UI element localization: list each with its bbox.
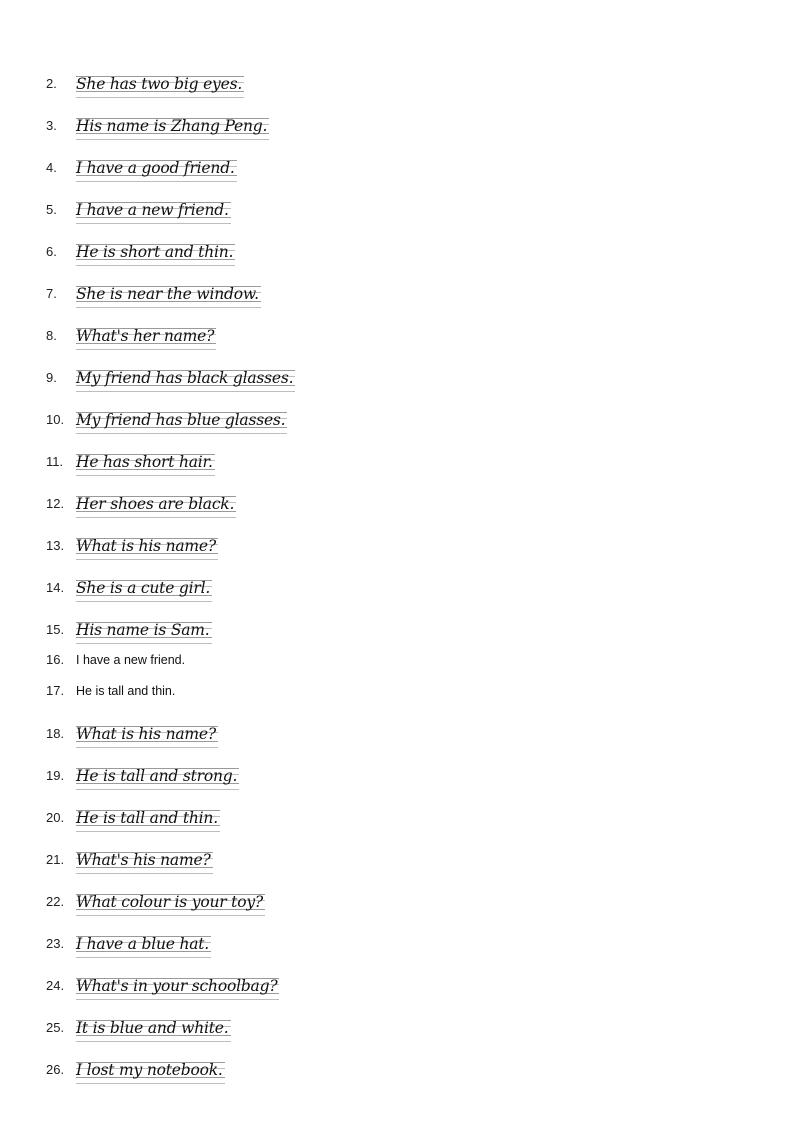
sentence-number: 6. — [46, 244, 57, 259]
handwritten-sentence: I lost my notebook. — [76, 1062, 225, 1084]
sentence-number: 7. — [46, 286, 57, 301]
handwritten-sentence: My friend has blue glasses. — [76, 412, 287, 434]
sentence-number: 2. — [46, 76, 57, 91]
sentence-row — [46, 434, 746, 476]
sentence-number: 25. — [46, 1020, 65, 1035]
sentence-row — [46, 266, 746, 308]
sentence-row — [46, 602, 746, 644]
sentence-row — [46, 308, 746, 350]
sentence-number: 24. — [46, 978, 65, 993]
sentence-text: I have a new friend. — [76, 652, 186, 667]
sentence-row — [46, 560, 746, 602]
handwritten-sentence: She is a cute girl. — [76, 580, 212, 602]
sentence-number: 4. — [46, 160, 57, 175]
sentence-row — [46, 140, 746, 182]
sentence-row — [46, 706, 746, 748]
sentence-row — [46, 1000, 746, 1042]
sentence-number: 8. — [46, 328, 57, 343]
sentence-row — [46, 748, 746, 790]
handwritten-sentence: He has short hair. — [76, 454, 215, 476]
handwritten-sentence: His name is Zhang Peng. — [76, 118, 269, 140]
sentence-number: 5. — [46, 202, 57, 217]
sentence-number: 22. — [46, 894, 65, 909]
sentence-row — [46, 675, 746, 706]
sentence-row — [46, 832, 746, 874]
sentence-row — [46, 56, 746, 98]
sentence-number: 23. — [46, 936, 65, 951]
sentence-number: 18. — [46, 726, 65, 741]
handwritten-sentence: I have a good friend. — [76, 160, 237, 182]
sentence-list — [46, 56, 746, 1084]
sentence-row — [46, 350, 746, 392]
sentence-number: 16. — [46, 652, 65, 667]
sentence-row — [46, 224, 746, 266]
handwritten-sentence: What's his name? — [76, 852, 213, 874]
handwritten-sentence: I have a new friend. — [76, 202, 231, 224]
handwritten-sentence: What's in your schoolbag? — [76, 978, 279, 1000]
sentence-number: 17. — [46, 683, 65, 698]
handwritten-sentence: He is tall and strong. — [76, 768, 239, 790]
sentence-number: 11. — [46, 454, 64, 469]
sentence-number: 15. — [46, 622, 65, 637]
sentence-row — [46, 644, 746, 675]
handwritten-sentence: What is his name? — [76, 726, 218, 748]
sentence-number: 21. — [46, 852, 65, 867]
sentence-row — [46, 874, 746, 916]
sentence-number: 20. — [46, 810, 65, 825]
sentence-number: 26. — [46, 1062, 65, 1077]
handwritten-sentence: What's her name? — [76, 328, 216, 350]
sentence-number: 3. — [46, 118, 57, 133]
handwritten-sentence: She is near the window. — [76, 286, 261, 308]
sentence-row — [46, 392, 746, 434]
sentence-row — [46, 518, 746, 560]
sentence-row — [46, 476, 746, 518]
handwritten-sentence: Her shoes are black. — [76, 496, 236, 518]
sentence-row — [46, 182, 746, 224]
sentence-row — [46, 916, 746, 958]
sentence-row — [46, 790, 746, 832]
handwritten-sentence: My friend has black glasses. — [76, 370, 295, 392]
handwritten-sentence: What is his name? — [76, 538, 218, 560]
sentence-number: 14. — [46, 580, 65, 595]
handwritten-sentence: He is short and thin. — [76, 244, 235, 266]
sentence-number: 12. — [46, 496, 65, 511]
handwritten-sentence: His name is Sam. — [76, 622, 212, 644]
sentence-number: 10. — [46, 412, 65, 427]
sentence-text: He is tall and thin. — [76, 683, 176, 698]
sentence-number: 13. — [46, 538, 65, 553]
handwritten-sentence: It is blue and white. — [76, 1020, 231, 1042]
sentence-row — [46, 958, 746, 1000]
sentence-number: 19. — [46, 768, 65, 783]
handwritten-sentence: She has two big eyes. — [76, 76, 244, 98]
sentence-row — [46, 1042, 746, 1084]
handwritten-sentence: He is tall and thin. — [76, 810, 220, 832]
handwritten-sentence: What colour is your toy? — [76, 894, 265, 916]
sentence-number: 9. — [46, 370, 57, 385]
handwritten-sentence: I have a blue hat. — [76, 936, 211, 958]
sentence-row — [46, 98, 746, 140]
